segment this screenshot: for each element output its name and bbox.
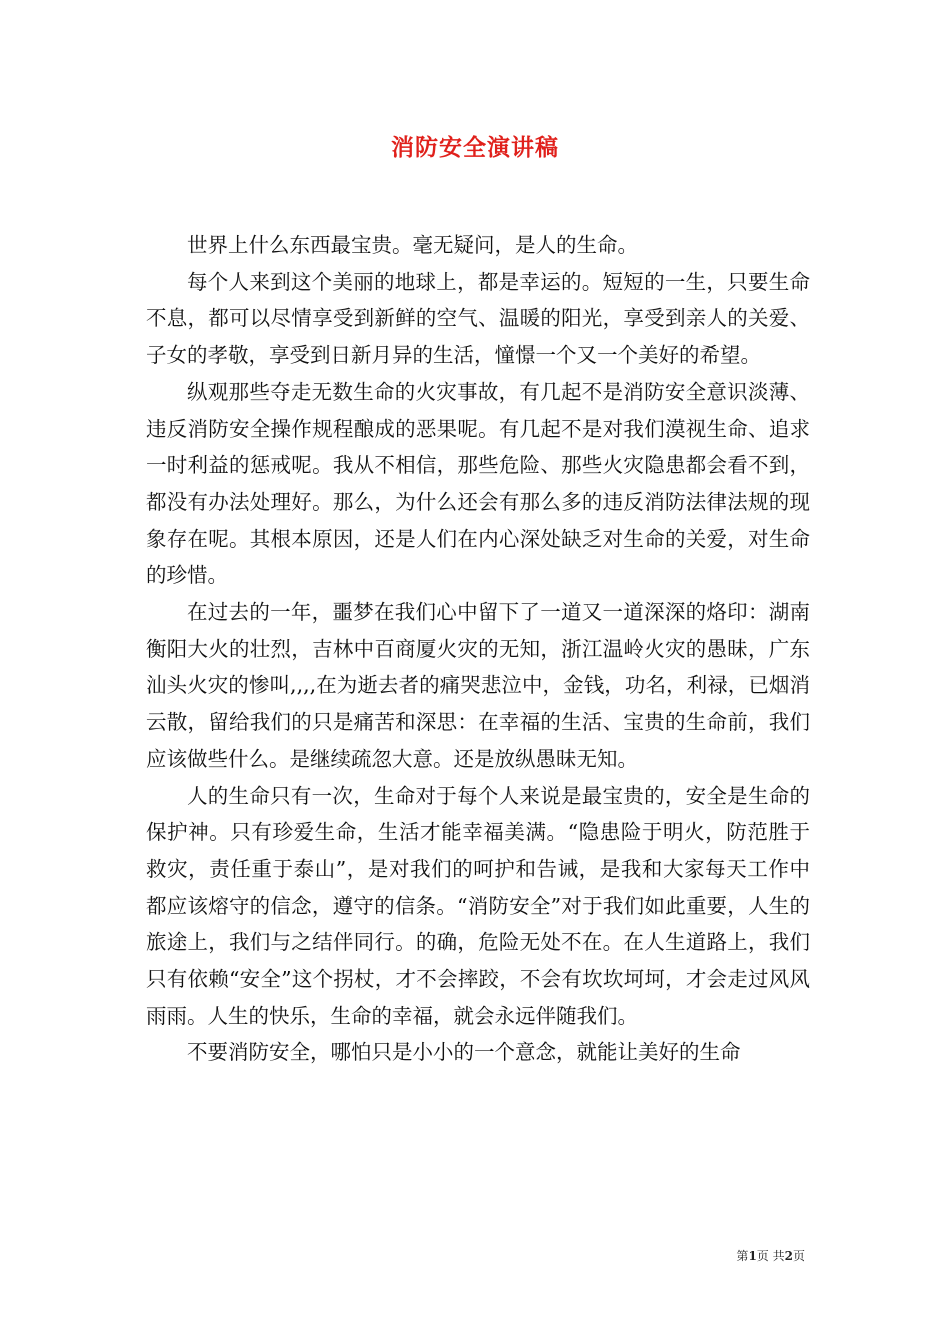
current-page-number: 1 xyxy=(748,1249,757,1263)
document-title: 消防安全演讲稿 xyxy=(391,134,559,161)
footer-middle: 页 共 xyxy=(756,1249,785,1263)
page-number-footer xyxy=(600,1247,805,1265)
paragraph: 纵观那些夺走无数生命的火灾事故，有几起不是消防安全意识淡薄、违反消防安全操作规程酿成的恶果呢。有几起不是对我们漠视生命、追求一时利益的惩戒呢。我从不相信，那些危险、那些火灾隐患都会看不到，都没有办法处理好。那么，为什么还会有那么多的违反消防法律法规的现象存在呢。其根本原因，还是人们在内心深处缺乏对生命的关爱，对生命的珍惜。 xyxy=(146,379,810,588)
footer-prefix: 第 xyxy=(736,1249,749,1263)
document-body xyxy=(146,227,810,1071)
paragraph: 人的生命只有一次，生命对于每个人来说是最宝贵的，安全是生命的保护神。只有珍爱生命，生活才能幸福美满。“隐患险于明火，防范胜于救灾，责任重于泰山”，是对我们的呵护和告诫，是我和大家每天工作中都应该熔守的信念，遵守的信条。“消防安全”对于我们如此重要，人生的旅途上，我们与之结伴同行。的确，危险无处不在。在人生道路上，我们只有依赖“安全”这个拐杖，才不会摔跤，不会有坎坎坷坷，才会走过风风雨雨。人生的快乐，生命的幸福，就会永远伴随我们。 xyxy=(146,783,810,1028)
paragraph: 在过去的一年，噩梦在我们心中留下了一道又一道深深的烙印：湖南衡阳大火的壮烈，吉林中百商厦火灾的无知，浙江温岭火灾的愚昧，广东汕头火灾的惨叫,,,,在为逝去者的痛哭悲泣中，金钱，功名，利禄，已烟消云散，留给我们的只是痛苦和深思：在幸福的生活、宝贵的生命前，我们应该做些什么。是继续疏忽大意。还是放纵愚昧无知。 xyxy=(146,600,810,771)
footer-suffix: 页 xyxy=(792,1249,805,1263)
paragraph: 世界上什么东西最宝贵。毫无疑问，是人的生命。 xyxy=(187,233,638,257)
paragraph: 不要消防安全，哪怕只是小小的一个意念，就能让美好的生命 xyxy=(187,1040,741,1065)
paragraph: 每个人来到这个美丽的地球上，都是幸运的。短短的一生，只要生命不息，都可以尽情享受到新鲜的空气、温暖的阳光，享受到亲人的关爱、子女的孝敬，享受到日新月异的生活，憧憬一个又一个美好的希望。 xyxy=(146,269,810,368)
total-pages-number: 2 xyxy=(784,1249,793,1263)
